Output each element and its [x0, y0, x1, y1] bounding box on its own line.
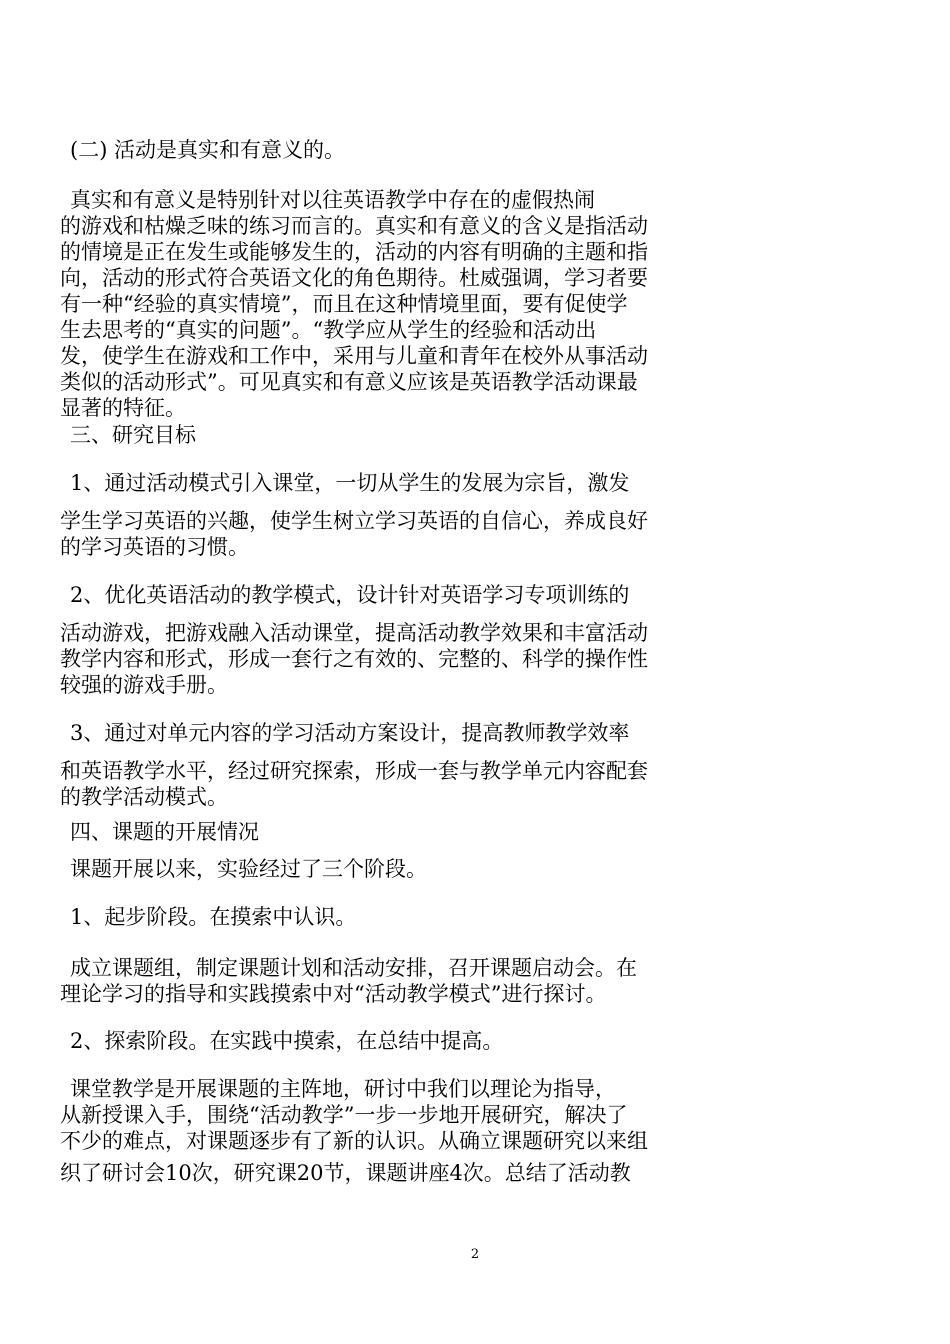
- text-line: 活动游戏，把游戏融入活动课堂，提高活动教学效果和丰富活动: [60, 621, 648, 645]
- text-line: 学生学习英语的兴趣，使学生树立学习英语的自信心，养成良好: [60, 509, 648, 533]
- paragraph-stage-1: [60, 904, 660, 930]
- text-line: 1、通过活动模式引入课堂，一切从学生的发展为宗旨，激发: [70, 471, 630, 495]
- text-line: 教学内容和形式，形成一套行之有效的、完整的、科学的操作性: [60, 647, 648, 671]
- section-heading: [60, 422, 660, 448]
- text-line: 四、课题的开展情况: [70, 820, 259, 844]
- paragraph-body: [60, 955, 660, 1007]
- text-line: 2、探索阶段。在实践中摸索，在总结中提高。: [70, 1029, 504, 1053]
- text-line: 3、通过对单元内容的学习活动方案设计，提高教师教学效率: [70, 721, 630, 745]
- section-heading: [60, 819, 660, 845]
- text-line: (二) 活动是真实和有意义的。: [70, 138, 346, 162]
- paragraph-subheading-2: [60, 137, 660, 163]
- text-line: 较强的游戏手册。: [60, 673, 228, 697]
- text-line: 的学习英语的习惯。: [60, 535, 249, 559]
- text-line: 不少的难点，对课题逐步有了新的认识。从确立课题研究以来组: [60, 1129, 648, 1153]
- paragraph-body: [60, 187, 660, 421]
- text-line: 生去思考的“真实的问题”。“教学应从学生的经验和活动出: [60, 318, 597, 342]
- text-line: 课题开展以来，实验经过了三个阶段。: [70, 857, 427, 881]
- text-line: 向，活动的形式符合英语文化的角色期待。杜威强调，学习者要: [60, 266, 648, 290]
- text-line: 三、研究目标: [70, 423, 196, 447]
- text-line: 2、优化英语活动的教学模式，设计针对英语学习专项训练的: [70, 583, 630, 607]
- text-line: 1、起步阶段。在摸索中认识。: [70, 905, 357, 929]
- text-line: 发，使学生在游戏和工作中，采用与儿童和青年在校外从事活动: [60, 344, 648, 368]
- page-number: 2: [470, 1247, 480, 1262]
- text-line: 的情境是正在发生或能够发生的，活动的内容有明确的主题和指: [60, 240, 648, 264]
- text-line: 理论学习的指导和实践摸索中对“活动教学模式”进行探讨。: [60, 982, 607, 1006]
- text-line: 成立课题组，制定课题计划和活动安排，召开课题启动会。在: [70, 956, 637, 980]
- text-line: 的游戏和枯燥乏味的练习而言的。真实和有意义的含义是指活动: [60, 214, 648, 238]
- paragraph-goal-3: [60, 720, 660, 810]
- text-line: 有一种“经验的真实情境”，而且在这种情境里面，要有促使学: [60, 292, 628, 316]
- paragraph-stage-2: [60, 1028, 660, 1054]
- text-line: 类似的活动形式”。可见真实和有意义应该是英语教学活动课最: [60, 370, 638, 394]
- text-line: 和英语教学水平，经过研究探索，形成一套与教学单元内容配套: [60, 759, 648, 783]
- text-line: 显著的特征。: [60, 396, 186, 420]
- paragraph-body: [60, 1076, 660, 1186]
- text-line: 课堂教学是开展课题的主阵地，研讨中我们以理论为指导，: [70, 1077, 616, 1101]
- text-line: 的教学活动模式。: [60, 785, 228, 809]
- paragraph-body: [60, 856, 660, 882]
- paragraph-goal-2: [60, 582, 660, 698]
- text-line: 从新授课入手，围绕“活动教学”一步一步地开展研究，解决了: [60, 1103, 628, 1127]
- text-line: 织了研讨会10次，研究课20节，课题讲座4次。总结了活动教: [60, 1161, 631, 1185]
- paragraph-goal-1: [60, 470, 660, 560]
- text-line: 真实和有意义是特别针对以往英语教学中存在的虚假热闹: [70, 188, 595, 212]
